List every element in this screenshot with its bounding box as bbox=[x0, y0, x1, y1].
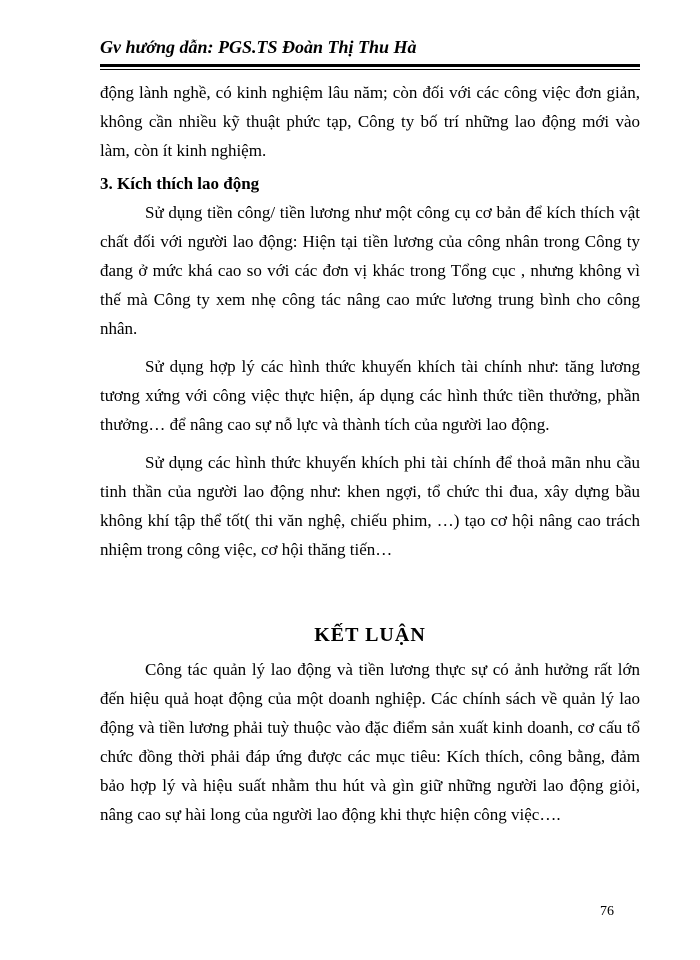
paragraph-3: Sử dụng các hình thức khuyến khích phi tài chính để thoả mãn nhu cầu tinh thần của người lao động như: khen ngợi, tổ chức thi đua, xây dựng bầu không khí tập thể tốt( thi văn nghệ, chiếu phim, …) tạo cơ hội nâng cao trách nhiệm trong công việc, cơ hội thăng tiến… bbox=[100, 453, 640, 559]
conclusion-paragraph: Công tác quản lý lao động và tiền lương thực sự có ảnh hưởng rất lớn đến hiệu quả hoạt động của một doanh nghiệp. Các chính sách về quản lý lao động và tiền lương phải tuỳ thuộc vào đặc điểm sản xuất kinh doanh, cơ cấu tổ chức đồng thời phải đáp ứng được các mục tiêu: Kích thích, công bằng, đảm bảo hợp lý và hiệu suất nhằm thu hút và gìn giữ những người lao động giỏi, nâng cao sự hài long của người lao động khi thực hiện công việc…. bbox=[100, 660, 640, 824]
conclusion-section bbox=[100, 655, 640, 829]
continuation-paragraph: động lành nghề, có kinh nghiệm lâu năm; còn đối với các công việc đơn giản, không cần nhiều kỹ thuật phức tạp, Công ty bố trí những lao động mới vào làm, còn ít kinh nghiệm. bbox=[100, 83, 640, 160]
conclusion-title: KẾT LUẬN bbox=[314, 624, 426, 646]
header-rule-thick bbox=[100, 64, 640, 67]
section-heading: 3. Kích thích lao động bbox=[100, 174, 260, 193]
paragraph-2: Sử dụng hợp lý các hình thức khuyến khích tài chính như: tăng lương tương xứng với công việc thực hiện, áp dụng các hình thức tiền thưởng, phần thưởng… để nâng cao sự nỗ lực và thành tích của người lao động. bbox=[100, 357, 640, 434]
page-number: 76 bbox=[600, 904, 614, 919]
body-text bbox=[100, 78, 640, 564]
paragraph-1: Sử dụng tiền công/ tiền lương như một công cụ cơ bản để kích thích vật chất đối với người lao động: Hiện tại tiền lương của công nhân trong Công ty đang ở mức khá cao so với các đơn vị khác trong Tổng cục , nhưng không vì thế mà Công ty xem nhẹ công tác nâng cao mức lương trung bình cho công nhân. bbox=[100, 203, 640, 338]
header-rule-thin bbox=[100, 69, 640, 70]
page-header: Gv hướng dẫn: PGS.TS Đoàn Thị Thu Hà bbox=[100, 37, 417, 57]
